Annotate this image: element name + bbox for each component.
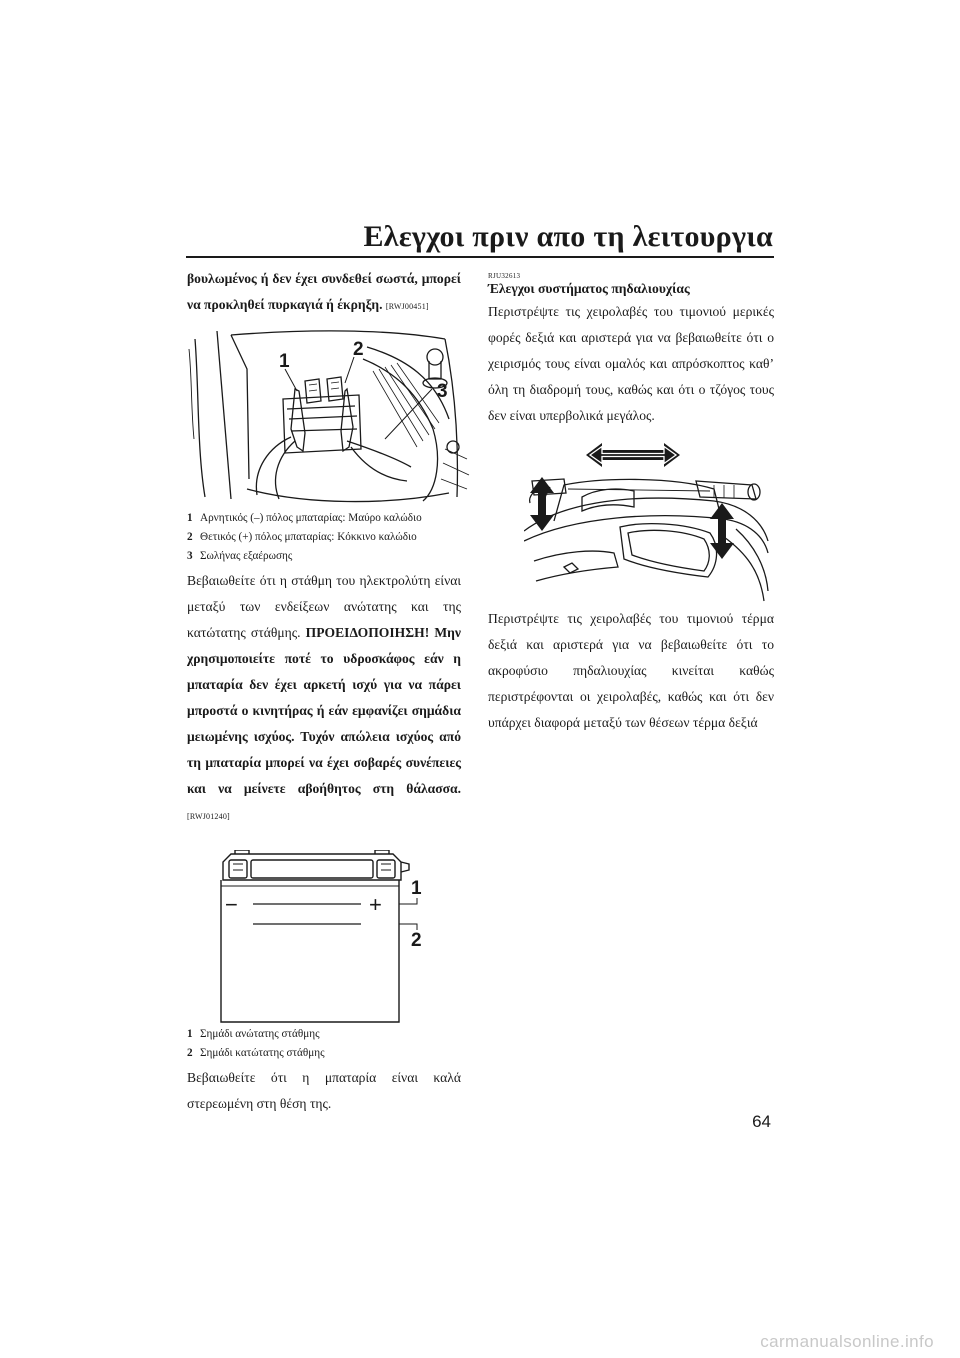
caption-text: Αρνητικός (–) πόλος μπαταρίας: Μαύρο καλώδιο bbox=[200, 512, 422, 524]
caption-text: Σημάδι ανώτατης στάθμης bbox=[200, 1028, 320, 1040]
warning-ref: [RWJ01240] bbox=[187, 812, 230, 821]
secure-battery-paragraph: Βεβαιωθείτε ότι η μπαταρία είναι καλά στερεωμένη στη θέση της. bbox=[187, 1070, 461, 1111]
figure1-caption-list bbox=[187, 511, 461, 564]
figure1-caption-3 bbox=[187, 549, 461, 564]
battery-compartment-figure bbox=[187, 329, 470, 507]
steering-paragraph-2: Περιστρέψτε τις χειρολαβές του τιμονιού τέρμα δεξιά και αριστερά για να βεβαιωθείτε ότι το ακροφύσιο πηδαλιουχίας κινείται καθώς περιστρέφονται οι χειρολαβές, καθώς και ότι δεν υπάρχει διαφορά μεταξύ των θέσεων τέρμα δεξιά bbox=[488, 611, 774, 730]
battery-level-figure bbox=[215, 850, 445, 1023]
right-column bbox=[488, 266, 774, 736]
figure2-caption-1 bbox=[187, 1027, 461, 1042]
caption-text: Σωλήνας εξαέρωσης bbox=[200, 550, 293, 562]
caption-text: Σημάδι κατώτατης στάθμης bbox=[200, 1047, 325, 1059]
battery-compartment-illustration bbox=[187, 329, 470, 507]
caption-number: 3 bbox=[187, 550, 193, 562]
figure2-label-1: 1 bbox=[411, 878, 422, 899]
electrolyte-text: Βεβαιωθείτε ότι η στάθμη του ηλεκτρολύτη είναι μεταξύ των ενδείξεων ανώτατης και της κατώτατης στάθμης. bbox=[187, 573, 461, 640]
section-code: RJU32613 bbox=[488, 272, 521, 280]
caption-number: 1 bbox=[187, 512, 193, 524]
page-number: 64 bbox=[752, 1112, 771, 1131]
section-title: Έλεγχοι συστήματος πηδαλιουχίας bbox=[488, 281, 690, 296]
figure1-caption-1 bbox=[187, 511, 461, 526]
figure2-caption-list bbox=[187, 1027, 461, 1061]
caption-number: 1 bbox=[187, 1028, 193, 1040]
figure2-label-2: 2 bbox=[411, 930, 422, 951]
intro-warning-text: βουλωμένος ή δεν έχει συνδεθεί σωστά, μπορεί να προκληθεί πυρκαγιά ή έκρηξη. bbox=[187, 271, 461, 312]
battery-level-illustration bbox=[215, 850, 445, 1023]
header-rule bbox=[186, 256, 774, 258]
figure1-label-1: 1 bbox=[279, 351, 290, 372]
caption-text: Θετικός (+) πόλος μπαταρίας: Κόκκινο καλώδιο bbox=[200, 531, 417, 543]
left-column bbox=[187, 266, 461, 1117]
intro-warning-ref: [RWJ00451] bbox=[385, 302, 429, 311]
watermark-text: carmanualsonline.info bbox=[760, 1332, 934, 1351]
handlebar-figure bbox=[524, 441, 769, 606]
caption-number: 2 bbox=[187, 531, 193, 543]
page-header-title: Ελεγχοι πριν απο τη λειτουργια bbox=[363, 220, 773, 253]
caption-number: 2 bbox=[187, 1047, 193, 1059]
warning-text: ΠΡΟΕΙΔΟΠΟΙΗΣΗ! Μην χρησιμοποιείτε ποτέ το υδροσκάφος εάν η μπαταρία δεν έχει αρκετή ισχύ για να πάρει μπροστά ο κινητήρας ή εάν εμφανίζει σημάδια μειωμένης ισχύος. Τυχόν απώλεια ισχύος από τη μπαταρία μπορεί να έχει σοβαρές συνέπειες και να μείνετε αβοήθητος στη θάλασσα. bbox=[187, 625, 461, 796]
electrolyte-paragraph bbox=[187, 568, 461, 830]
figure1-caption-2 bbox=[187, 530, 461, 545]
figure1-label-2: 2 bbox=[353, 339, 364, 360]
handlebar-illustration bbox=[524, 441, 769, 606]
steering-paragraph-1: Περιστρέψτε τις χειρολαβές του τιμονιού μερικές φορές δεξιά και αριστερά για να βεβαιωθείτε ότι ο χειρισμός τους είναι ομαλός και απρόσκοπτος καθ’ όλη τη διαδρομή τους, καθώς και ότι ο τζόγος τους δεν είναι υπερβολικά μεγάλος. bbox=[488, 304, 774, 423]
intro-warning bbox=[187, 266, 461, 320]
figure1-label-3: 3 bbox=[437, 381, 448, 402]
plus-symbol: + bbox=[369, 892, 382, 917]
minus-symbol: − bbox=[225, 892, 238, 917]
figure2-caption-2 bbox=[187, 1046, 461, 1061]
